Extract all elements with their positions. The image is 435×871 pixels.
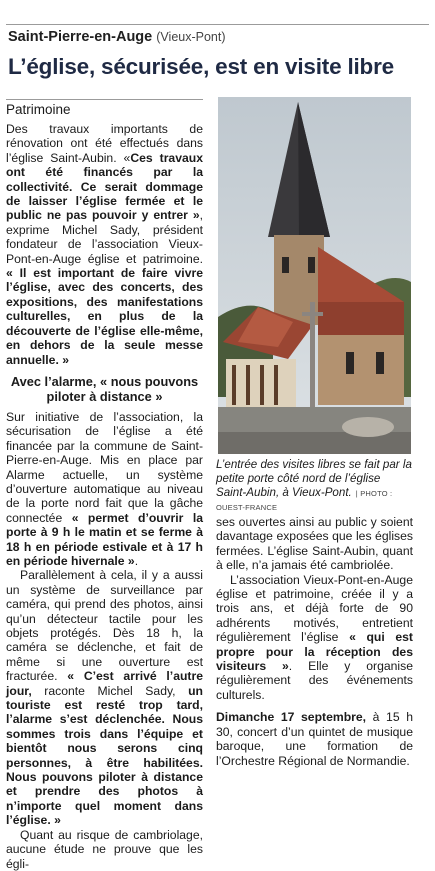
text: , exprime Michel Sady, président fondateur de l’association Vieux-Pont-en-Auge église et patrimoine.: [6, 208, 203, 266]
text: .: [134, 553, 139, 568]
article-column-2: [216, 515, 413, 768]
church-photo: [218, 97, 411, 454]
text: raconte Michel Sady,: [44, 683, 176, 698]
kicker: [8, 29, 226, 45]
top-rule: [6, 24, 429, 25]
photo-credit: | PHOTO : OUEST-FRANCE: [216, 488, 393, 513]
headline: L’église, sécurisée, est en visite libre: [8, 54, 394, 79]
quote: « C’est arrivé l’autre jour,: [6, 669, 203, 698]
text: Sur initiative de l’association, la sécurisation de l’église a été financée par la commune de Saint-Pierre-en-Auge. Mis en place par Alarme actuelle, un système d’ouverture automatique au niveau de la porte nord fait que la gâche connectée: [6, 409, 203, 525]
kicker-sub: (Vieux-Pont): [156, 30, 226, 44]
paragraph-6: [216, 573, 413, 703]
paragraph-4: Quant au risque de cambriolage, aucune étude ne prouve que les égli-: [6, 827, 203, 871]
paragraph-2: [6, 410, 203, 568]
event-date: Dimanche 17 septembre,: [216, 710, 367, 725]
quote: Ces travaux ont été financés par la collectivité. Ce serait dommage de laisser l’église fermée et le public ne pas pouvoir y entrer »: [6, 150, 203, 223]
text: L’association Vieux-Pont-en-Auge église et patrimoine, créée il y a trois ans, et déjà forte de 90 adhérents motivés, entretient régulièrement l’église: [216, 572, 413, 645]
photo-caption: [216, 458, 413, 515]
caption-text: L’entrée des visites libres se fait par la petite porte côté nord de l’église Saint-Aubin, à Vieux-Pont.: [216, 458, 412, 499]
paragraph-3: [6, 568, 203, 827]
text: Des travaux importants de rénovation ont été effectués dans l’église Saint-Aubin. «: [6, 122, 203, 165]
paragraph-5: ses ouvertes ainsi au public y soient davantage exposées que les églises fermées. L’église Saint-Aubin, quant à elle, n’a jamais été cambriolée.: [216, 515, 413, 573]
church-illustration: [218, 97, 411, 454]
kicker-place: Saint-Pierre-en-Auge: [8, 29, 153, 45]
quote: « permet d’ouvrir la porte à 9 h le matin et se ferme à 18 h en période estivale et à 17 h en période hivernale »: [6, 510, 203, 568]
paragraph-1: [6, 122, 203, 367]
article-column-1: [6, 122, 203, 871]
rubric: [6, 99, 203, 117]
text: Parallèlement à cela, il y a aussi un système de surveillance par caméra, qui prend des photos, ainsi qu’un détecteur tactile pour les objets protégés. Dès 18 h, la caméra se déclenche, et fait de même si une ouverture est fracturée.: [6, 568, 203, 684]
quote: « Il est important de faire vivre l’église, avec des concerts, des expositions, des manifestations culturelles, en plus de la découverte de l’église elle-même, en dehors de la seule messe annuelle. »: [6, 266, 203, 367]
intertitle: Avec l’alarme, « nous pouvons piloter à distance »: [10, 373, 199, 404]
quote: un touriste est resté trop tard, l’alarme s’est déclenchée. Nous sommes trois dans l’équipe et bientôt nous serons cinq personnes, à être habilitées. Nous pouvons piloter à distance et prendre des photos à n’importe quel moment dans l’église. »: [6, 683, 203, 828]
text: . Elle y organise régulièrement des événements culturels.: [216, 659, 413, 702]
quote: « qui est propre pour la réception des visiteurs »: [216, 630, 413, 674]
event-paragraph: [216, 710, 413, 768]
event-text: à 15 h 30, concert d’un quintet de musique baroque, une formation de l’Orchestre Régional de Normandie.: [216, 710, 413, 768]
rubric-label: Patrimoine: [6, 102, 71, 117]
